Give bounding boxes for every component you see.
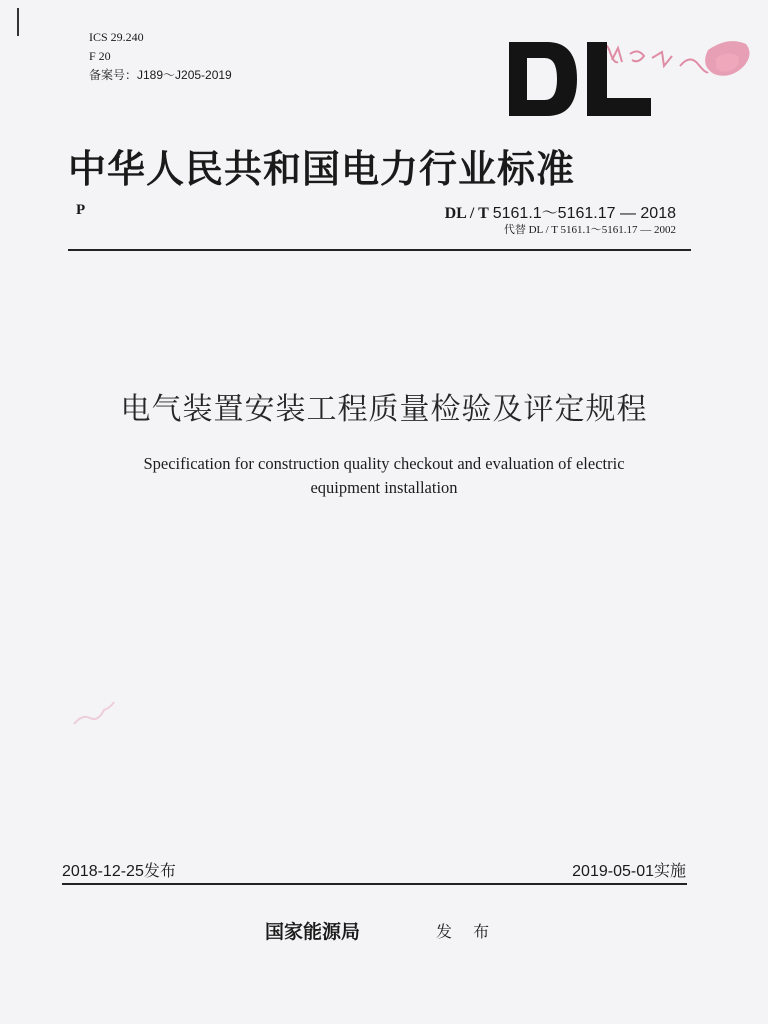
category-code: P [76, 202, 86, 218]
header-divider [68, 249, 691, 251]
publish-label: 发 布 [436, 922, 498, 941]
implementation-date: 2019-05-01实施 [572, 863, 686, 880]
issue-date: 2018-12-25发布 [62, 863, 176, 880]
standard-code [445, 200, 676, 223]
document-title-cn: 电气装置安装工程质量检验及评定规程 [120, 392, 648, 427]
dl-logo [505, 38, 653, 120]
replaces-note: 代替 DL / T 5161.1～5161.17 — 2002 [503, 224, 676, 236]
issuing-agency: 国家能源局 [265, 921, 361, 943]
document-title-en-line2: equipment installation [310, 478, 458, 497]
ics-code: ICS 29.240 [89, 30, 144, 44]
document-title-en [0, 452, 768, 500]
header-metadata [89, 28, 232, 85]
standard-code-number: 5161.1～5161.17 — 2018 [492, 205, 676, 222]
standard-code-prefix: DL / T [444, 205, 489, 222]
classification-code: F 20 [89, 49, 111, 63]
standard-title: 中华人民共和国电力行业标准 [68, 147, 576, 191]
record-number: 备案号：J189～J205-2019 [89, 68, 232, 82]
footer-divider [62, 883, 687, 885]
scan-edge-mark [17, 8, 19, 36]
pink-smudge-mark [70, 700, 120, 730]
document-title-en-line1: Specification for construction quality checkout and evaluation of electric [143, 454, 625, 473]
